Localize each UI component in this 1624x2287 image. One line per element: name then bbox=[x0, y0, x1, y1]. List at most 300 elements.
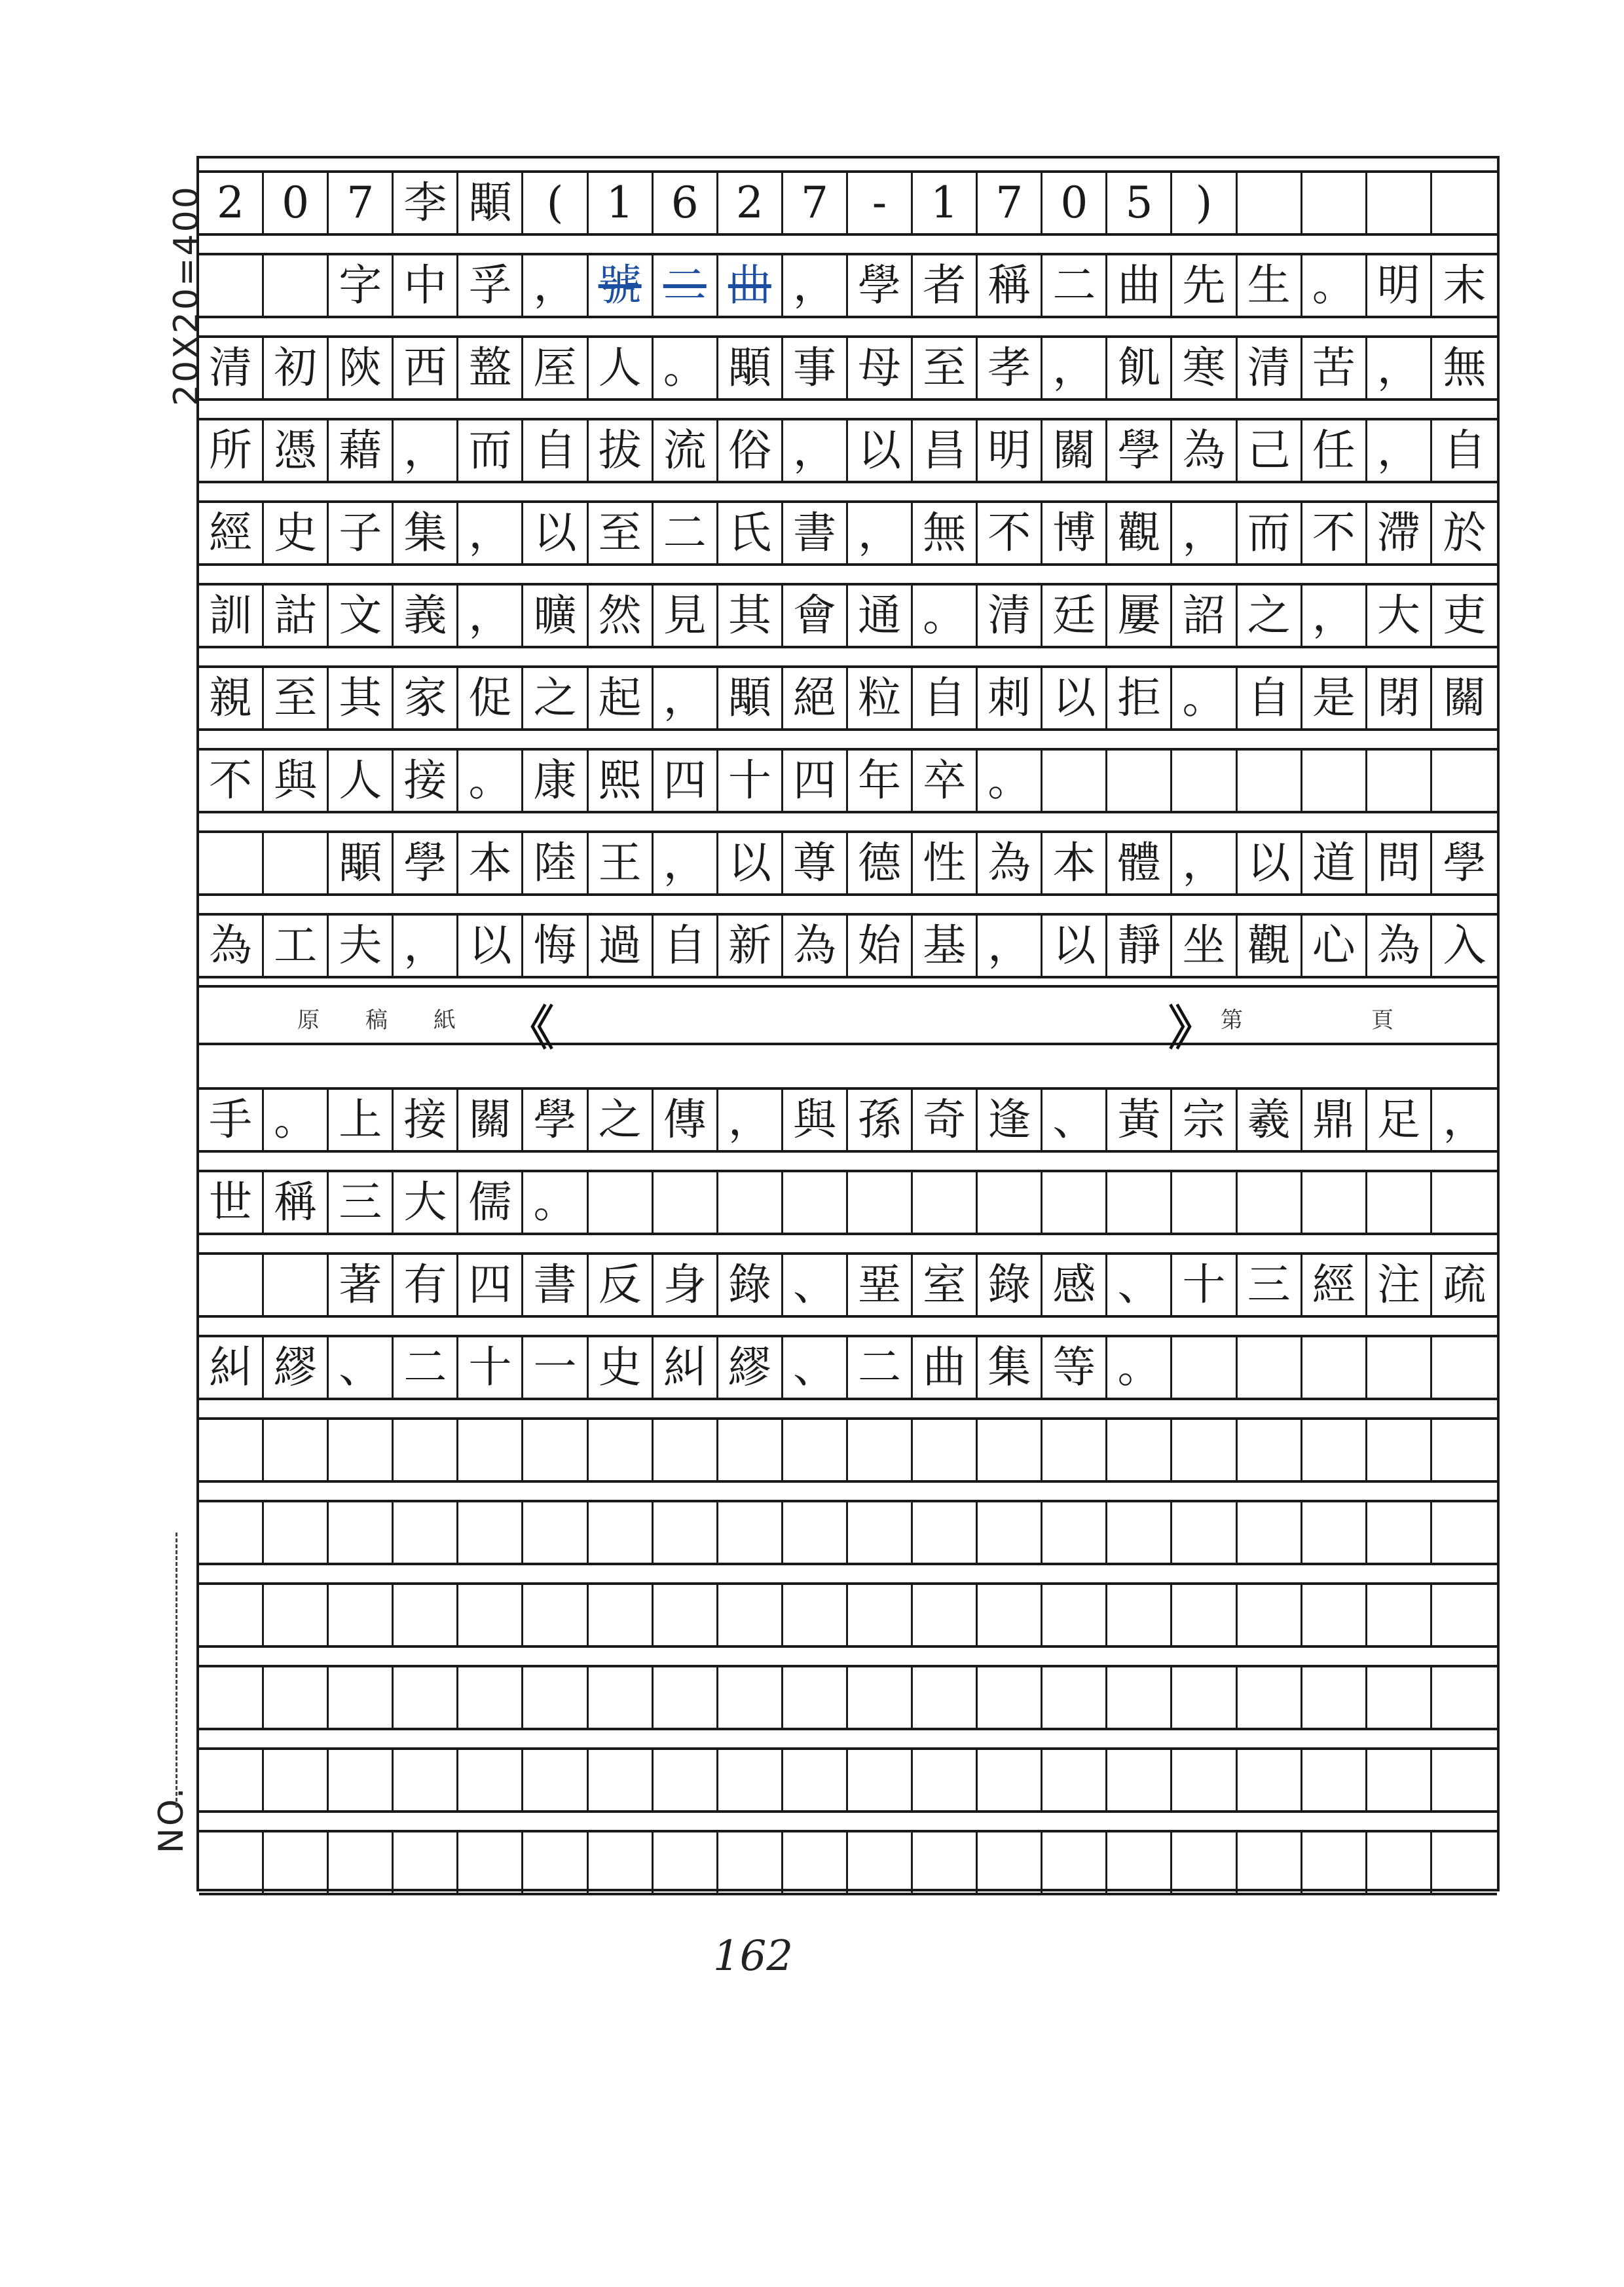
grid-cell bbox=[978, 1172, 1043, 1233]
grid-cell: 學 bbox=[1107, 420, 1172, 481]
grid-cell: 見 bbox=[654, 586, 718, 646]
grid-cell bbox=[1432, 1832, 1497, 1893]
grid-cell: 者 bbox=[913, 255, 978, 316]
grid-cell bbox=[1238, 1832, 1302, 1893]
grid-cell: 家 bbox=[394, 668, 458, 728]
grid-cell bbox=[1043, 1750, 1107, 1810]
grid-cell: 德 bbox=[848, 833, 913, 893]
grid-cell: 中 bbox=[394, 255, 458, 316]
grid-cell: 三 bbox=[1238, 1255, 1302, 1315]
grid-cell bbox=[264, 833, 329, 893]
grid-cell: ， bbox=[783, 255, 848, 316]
grid-cell: 昌 bbox=[913, 420, 978, 481]
grid-cell: 。 bbox=[1302, 255, 1367, 316]
grid-cell: 其 bbox=[718, 586, 783, 646]
band-paper-label: 原稿紙 bbox=[297, 1007, 502, 1033]
grid-cell: 學 bbox=[1443, 838, 1486, 888]
grid-cell bbox=[913, 1420, 978, 1480]
grid-cell bbox=[1367, 1750, 1432, 1810]
grid-cell: 。 bbox=[654, 338, 718, 398]
grid-row bbox=[199, 1170, 1497, 1235]
grid-cell: 糾 bbox=[199, 1337, 264, 1398]
grid-cell bbox=[848, 1502, 913, 1563]
grid-cell bbox=[1107, 751, 1172, 811]
grid-cell bbox=[394, 1667, 458, 1728]
grid-cell bbox=[1043, 1585, 1107, 1645]
grid-cell bbox=[718, 1585, 783, 1645]
grid-cell: 為 bbox=[199, 916, 264, 976]
grid-cell: 稱 bbox=[978, 255, 1043, 316]
grid-cell: 集 bbox=[394, 503, 458, 563]
grid-cell: 。 bbox=[458, 751, 523, 811]
grid-cell: ， bbox=[523, 255, 588, 316]
grid-cell: 之 bbox=[1238, 586, 1302, 646]
grid-cell: 十 bbox=[1172, 1255, 1237, 1315]
grid-cell: 。 bbox=[1107, 1337, 1172, 1398]
grid-cell: 稱 bbox=[264, 1172, 329, 1233]
grid-cell bbox=[654, 1750, 718, 1810]
grid-cell: 任 bbox=[1302, 420, 1367, 481]
grid-cell: 悔 bbox=[523, 916, 588, 976]
sheet-number-label: NO. bbox=[152, 1785, 191, 1853]
grid-cell: 坐 bbox=[1172, 916, 1237, 976]
grid-cell bbox=[1107, 1585, 1172, 1645]
grid-cell: 、 bbox=[783, 1337, 848, 1398]
grid-cell bbox=[1367, 173, 1432, 233]
grid-cell: ， bbox=[1367, 338, 1432, 398]
grid-cell: 而 bbox=[1238, 503, 1302, 563]
grid-cell: 關 bbox=[1043, 420, 1107, 481]
grid-cell bbox=[264, 1667, 329, 1728]
grid-cell: 一 bbox=[523, 1337, 588, 1398]
grid-row bbox=[199, 253, 1497, 318]
grid-row bbox=[199, 913, 1497, 978]
grid-cell: 四 bbox=[654, 751, 718, 811]
grid-cell: 博 bbox=[1043, 503, 1107, 563]
grid-cell bbox=[1107, 1750, 1172, 1810]
grid-cell: 1 bbox=[913, 173, 978, 233]
grid-cell: 足 bbox=[1367, 1090, 1432, 1150]
grid-cell bbox=[523, 1585, 588, 1645]
grid-row bbox=[199, 335, 1497, 401]
grid-cell: 黃 bbox=[1107, 1090, 1172, 1150]
grid-cell bbox=[1302, 1420, 1367, 1480]
grid-cell: 之 bbox=[523, 668, 588, 728]
grid-cell bbox=[1043, 1420, 1107, 1480]
grid-cell: ， bbox=[978, 916, 1043, 976]
grid-cell: 錄 bbox=[978, 1255, 1043, 1315]
grid-cell: ， bbox=[848, 503, 913, 563]
grid-cell bbox=[913, 1172, 978, 1233]
grid-cell: 史 bbox=[589, 1337, 654, 1398]
grid-cell bbox=[1238, 1502, 1302, 1563]
grid-row bbox=[199, 1252, 1497, 1318]
grid-cell bbox=[1238, 1420, 1302, 1480]
grid-cell: ， bbox=[1172, 833, 1237, 893]
grid-cell: 、 bbox=[329, 1337, 394, 1398]
grid-cell: 促 bbox=[458, 668, 523, 728]
grid-cell: 滯 bbox=[1367, 503, 1432, 563]
grid-cell bbox=[1172, 1750, 1237, 1810]
grid-cell: 以 bbox=[458, 916, 523, 976]
grid-cell bbox=[783, 1832, 848, 1893]
grid-cell bbox=[458, 1420, 523, 1480]
grid-cell: 大 bbox=[394, 1172, 458, 1233]
grid-cell bbox=[1432, 1585, 1497, 1645]
grid-cell: - bbox=[848, 173, 913, 233]
grid-cell: 年 bbox=[848, 751, 913, 811]
grid-row bbox=[199, 1665, 1497, 1730]
grid-cell: 母 bbox=[848, 338, 913, 398]
grid-cell bbox=[1367, 1585, 1432, 1645]
grid-cell: 詔 bbox=[1172, 586, 1237, 646]
grid-cell: 、 bbox=[1043, 1090, 1107, 1150]
band-page-label-left: 第 bbox=[1221, 1007, 1289, 1033]
grid-cell bbox=[199, 1832, 264, 1893]
grid-cell bbox=[1043, 1832, 1107, 1893]
grid-cell: 顒 bbox=[718, 338, 783, 398]
grid-cell: ， bbox=[718, 1090, 783, 1150]
grid-cell: 奇 bbox=[913, 1090, 978, 1150]
grid-cell bbox=[1302, 1832, 1367, 1893]
grid-cell: 繆 bbox=[718, 1337, 783, 1398]
grid-row bbox=[199, 830, 1497, 896]
grid-cell: 訓 bbox=[199, 586, 264, 646]
grid-row bbox=[199, 1335, 1497, 1400]
grid-cell bbox=[718, 1750, 783, 1810]
grid-cell: 文 bbox=[329, 586, 394, 646]
grid-cell: 陝 bbox=[329, 338, 394, 398]
grid-cell bbox=[458, 1832, 523, 1893]
grid-cell bbox=[589, 1750, 654, 1810]
grid-cell bbox=[1302, 173, 1367, 233]
grid-cell: 6 bbox=[654, 173, 718, 233]
grid-cell: 0 bbox=[1043, 173, 1107, 233]
grid-cell: 四 bbox=[458, 1255, 523, 1315]
grid-cell: 鼎 bbox=[1302, 1090, 1367, 1150]
grid-cell: 著 bbox=[329, 1255, 394, 1315]
grid-cell bbox=[978, 1750, 1043, 1810]
grid-cell: 十 bbox=[718, 751, 783, 811]
grid-cell: 。 bbox=[913, 586, 978, 646]
grid-cell: 關 bbox=[1443, 673, 1486, 723]
grid-row bbox=[199, 1582, 1497, 1648]
grid-cell: 工 bbox=[264, 916, 329, 976]
grid-cell: 0 bbox=[264, 173, 329, 233]
grid-cell: 學 bbox=[523, 1090, 588, 1150]
grid-cell: ， bbox=[1367, 420, 1432, 481]
grid-cell: ， bbox=[654, 668, 718, 728]
grid-cell bbox=[783, 1667, 848, 1728]
grid-cell bbox=[1238, 173, 1302, 233]
grid-cell: 其 bbox=[329, 668, 394, 728]
grid-cell bbox=[848, 1585, 913, 1645]
grid-cell: 顒 bbox=[329, 833, 394, 893]
grid-cell bbox=[718, 1172, 783, 1233]
grid-cell: 與 bbox=[264, 751, 329, 811]
grid-cell: ， bbox=[458, 503, 523, 563]
grid-row bbox=[199, 583, 1497, 648]
grid-cell: 王 bbox=[589, 833, 654, 893]
grid-cell: 曠 bbox=[523, 586, 588, 646]
grid-cell bbox=[913, 1750, 978, 1810]
grid-cell bbox=[394, 1750, 458, 1810]
grid-cell bbox=[589, 1172, 654, 1233]
grid-cell: 刺 bbox=[978, 668, 1043, 728]
grid-cell bbox=[978, 1502, 1043, 1563]
grid-cell: 拒 bbox=[1107, 668, 1172, 728]
grid-cell: 自 bbox=[1238, 668, 1302, 728]
grid-cell: 注 bbox=[1367, 1255, 1432, 1315]
grid-cell: 然 bbox=[589, 586, 654, 646]
grid-cell: 人 bbox=[589, 338, 654, 398]
band-right-bracket: 》 bbox=[1168, 1001, 1216, 1056]
grid-cell bbox=[199, 255, 264, 316]
grid-cell bbox=[264, 1832, 329, 1893]
grid-cell bbox=[1172, 1337, 1237, 1398]
grid-cell bbox=[978, 1585, 1043, 1645]
grid-cell: 、 bbox=[1107, 1255, 1172, 1315]
grid-cell: 1 bbox=[589, 173, 654, 233]
grid-cell bbox=[329, 1832, 394, 1893]
grid-cell bbox=[913, 1832, 978, 1893]
grid-cell: 至 bbox=[913, 338, 978, 398]
page-number: 162 bbox=[712, 1932, 794, 1980]
grid-cell: 上 bbox=[329, 1090, 394, 1150]
grid-cell: 自 bbox=[1443, 425, 1486, 475]
grid-cell bbox=[913, 1502, 978, 1563]
grid-cell bbox=[1172, 1832, 1237, 1893]
grid-cell bbox=[264, 1750, 329, 1810]
grid-row bbox=[199, 170, 1497, 236]
grid-cell: 身 bbox=[654, 1255, 718, 1315]
grid-cell: ， bbox=[394, 916, 458, 976]
grid-cell: 儒 bbox=[458, 1172, 523, 1233]
grid-cell: 拔 bbox=[589, 420, 654, 481]
grid-cell: 初 bbox=[264, 338, 329, 398]
grid-cell: 起 bbox=[589, 668, 654, 728]
grid-cell: 錄 bbox=[718, 1255, 783, 1315]
grid-cell: ， bbox=[1043, 338, 1107, 398]
grid-row bbox=[199, 1747, 1497, 1813]
grid-cell: ， bbox=[458, 586, 523, 646]
grid-cell bbox=[458, 1502, 523, 1563]
grid-cell: 曲 bbox=[718, 255, 783, 316]
grid-cell: 盩 bbox=[458, 338, 523, 398]
grid-cell bbox=[394, 1585, 458, 1645]
grid-cell bbox=[783, 1172, 848, 1233]
grid-cell: 寒 bbox=[1172, 338, 1237, 398]
grid-cell: 無 bbox=[913, 503, 978, 563]
grid-cell: 逢 bbox=[978, 1090, 1043, 1150]
grid-cell bbox=[329, 1502, 394, 1563]
grid-cell: 靜 bbox=[1107, 916, 1172, 976]
grid-cell: 室 bbox=[913, 1255, 978, 1315]
grid-cell bbox=[1238, 1585, 1302, 1645]
grid-cell: 為 bbox=[783, 916, 848, 976]
grid-cell bbox=[199, 1585, 264, 1645]
grid-cell bbox=[329, 1420, 394, 1480]
grid-cell bbox=[199, 1255, 264, 1315]
grid-cell bbox=[1172, 1502, 1237, 1563]
grid-cell: 清 bbox=[199, 338, 264, 398]
grid-cell bbox=[329, 1667, 394, 1728]
grid-cell: 二 bbox=[1043, 255, 1107, 316]
grid-cell bbox=[1043, 1667, 1107, 1728]
grid-cell: 基 bbox=[913, 916, 978, 976]
grid-cell: 己 bbox=[1238, 420, 1302, 481]
grid-cell: 絕 bbox=[783, 668, 848, 728]
grid-cell bbox=[589, 1667, 654, 1728]
grid-cell bbox=[199, 833, 264, 893]
grid-cell: 李 bbox=[394, 173, 458, 233]
grid-cell bbox=[654, 1502, 718, 1563]
grid-cell bbox=[394, 1502, 458, 1563]
grid-cell bbox=[654, 1172, 718, 1233]
grid-cell: 宗 bbox=[1172, 1090, 1237, 1150]
grid-cell bbox=[848, 1667, 913, 1728]
grid-cell: 感 bbox=[1043, 1255, 1107, 1315]
grid-cell: 顒 bbox=[458, 173, 523, 233]
grid-cell: 流 bbox=[654, 420, 718, 481]
grid-cell bbox=[1107, 1502, 1172, 1563]
grid-cell: 號 bbox=[589, 255, 654, 316]
grid-cell: 疏 bbox=[1443, 1259, 1486, 1310]
grid-cell bbox=[264, 1502, 329, 1563]
grid-cell bbox=[264, 1255, 329, 1315]
grid-cell: ( bbox=[523, 173, 588, 233]
grid-cell: 厔 bbox=[523, 338, 588, 398]
grid-cell: 自 bbox=[913, 668, 978, 728]
grid-cell: ， bbox=[1172, 503, 1237, 563]
grid-cell: ， bbox=[783, 420, 848, 481]
grid-cell: 本 bbox=[458, 833, 523, 893]
grid-cell: 而 bbox=[458, 420, 523, 481]
grid-cell bbox=[1367, 1420, 1432, 1480]
grid-cell: 繆 bbox=[264, 1337, 329, 1398]
grid-cell: 卒 bbox=[913, 751, 978, 811]
grid-cell bbox=[458, 1667, 523, 1728]
grid-cell bbox=[523, 1420, 588, 1480]
grid-cell: 末 bbox=[1443, 260, 1486, 310]
grid-cell bbox=[978, 1667, 1043, 1728]
grid-cell: 不 bbox=[1302, 503, 1367, 563]
grid-cell bbox=[718, 1832, 783, 1893]
grid-cell: 反 bbox=[589, 1255, 654, 1315]
grid-row bbox=[199, 665, 1497, 731]
grid-cell bbox=[848, 1832, 913, 1893]
grid-cell: 世 bbox=[199, 1172, 264, 1233]
grid-cell: 二 bbox=[654, 255, 718, 316]
grid-cell bbox=[458, 1585, 523, 1645]
grid-cell: 史 bbox=[264, 503, 329, 563]
grid-cell: 過 bbox=[589, 916, 654, 976]
grid-cell: 尊 bbox=[783, 833, 848, 893]
grid-cell bbox=[913, 1667, 978, 1728]
grid-cell: 接 bbox=[394, 1090, 458, 1150]
grid-cell: 二 bbox=[654, 503, 718, 563]
grid-cell bbox=[1043, 1502, 1107, 1563]
grid-cell bbox=[589, 1585, 654, 1645]
grid-cell bbox=[199, 1667, 264, 1728]
grid-cell bbox=[1367, 1667, 1432, 1728]
grid-cell bbox=[1302, 751, 1367, 811]
grid-cell bbox=[1302, 1337, 1367, 1398]
grid-cell bbox=[1107, 1832, 1172, 1893]
grid-cell: 康 bbox=[523, 751, 588, 811]
grid-cell: ， bbox=[654, 833, 718, 893]
grid-cell bbox=[394, 1420, 458, 1480]
grid-cell bbox=[783, 1750, 848, 1810]
grid-cell: 手 bbox=[199, 1090, 264, 1150]
grid-cell bbox=[783, 1420, 848, 1480]
grid-cell: 自 bbox=[523, 420, 588, 481]
grid-cell bbox=[1043, 1172, 1107, 1233]
grid-cell bbox=[1432, 1750, 1497, 1810]
grid-cell: 親 bbox=[199, 668, 264, 728]
grid-cell: 傳 bbox=[654, 1090, 718, 1150]
grid-cell bbox=[1107, 1172, 1172, 1233]
grid-cell: 於 bbox=[1443, 508, 1486, 558]
grid-cell bbox=[329, 1585, 394, 1645]
grid-cell: 會 bbox=[783, 586, 848, 646]
grid-row bbox=[199, 500, 1497, 566]
grid-cell bbox=[1302, 1585, 1367, 1645]
grid-cell: 為 bbox=[1172, 420, 1237, 481]
grid-cell: 清 bbox=[1238, 338, 1302, 398]
grid-cell bbox=[1107, 1667, 1172, 1728]
grid-cell bbox=[1432, 1502, 1497, 1563]
grid-cell: 以 bbox=[848, 420, 913, 481]
grid-cell: 學 bbox=[394, 833, 458, 893]
grid-cell: 道 bbox=[1302, 833, 1367, 893]
grid-cell bbox=[783, 1502, 848, 1563]
grid-cell bbox=[1302, 1750, 1367, 1810]
grid-cell: 書 bbox=[523, 1255, 588, 1315]
grid-cell: ) bbox=[1172, 173, 1237, 233]
band-page-label-right: 頁 bbox=[1371, 1007, 1439, 1033]
grid-row bbox=[199, 418, 1497, 483]
grid-cell: 無 bbox=[1443, 343, 1486, 393]
grid-cell: 至 bbox=[264, 668, 329, 728]
grid-row bbox=[199, 1500, 1497, 1565]
grid-cell bbox=[1238, 1172, 1302, 1233]
grid-cell bbox=[848, 1420, 913, 1480]
grid-cell: 接 bbox=[394, 751, 458, 811]
grid-cell: 孝 bbox=[978, 338, 1043, 398]
grid-cell: 粒 bbox=[848, 668, 913, 728]
grid-cell bbox=[1238, 1667, 1302, 1728]
grid-cell: 、 bbox=[783, 1255, 848, 1315]
grid-cell bbox=[199, 1420, 264, 1480]
grid-cell: 二 bbox=[848, 1337, 913, 1398]
grid-cell: 不 bbox=[199, 751, 264, 811]
grid-cell: 。 bbox=[978, 751, 1043, 811]
grid-cell bbox=[199, 1750, 264, 1810]
grid-cell: 顒 bbox=[718, 668, 783, 728]
grid-cell: 堊 bbox=[848, 1255, 913, 1315]
grid-cell bbox=[1302, 1667, 1367, 1728]
grid-cell bbox=[654, 1420, 718, 1480]
grid-cell: 7 bbox=[978, 173, 1043, 233]
grid-cell bbox=[1367, 1832, 1432, 1893]
grid-cell: 學 bbox=[848, 255, 913, 316]
grid-cell: 二 bbox=[394, 1337, 458, 1398]
grid-cell bbox=[1238, 1750, 1302, 1810]
grid-row bbox=[199, 1417, 1497, 1483]
grid-cell: 孚 bbox=[458, 255, 523, 316]
grid-cell bbox=[1172, 1667, 1237, 1728]
